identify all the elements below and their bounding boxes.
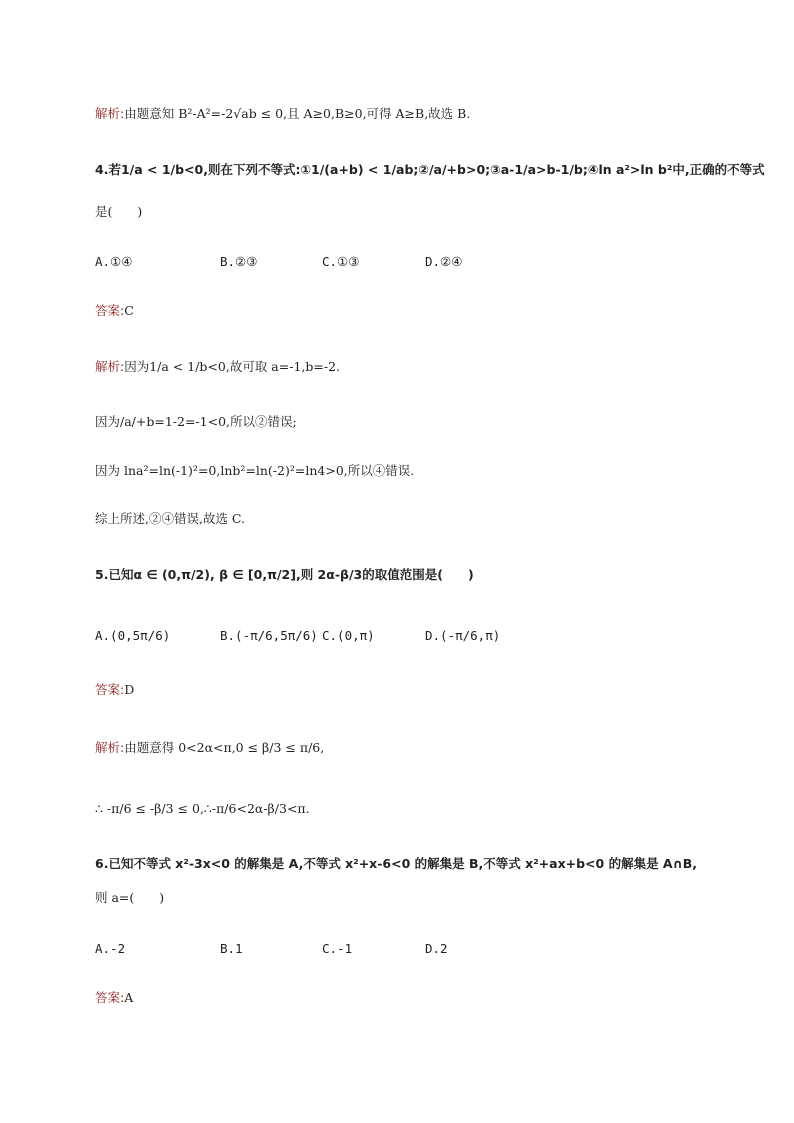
q5-analysis-2: ∴ -π/6 ≤ -β/3 ≤ 0,∴-π/6<2α-β/3<π. xyxy=(95,801,310,816)
q6-option-b: B.1 xyxy=(220,941,243,956)
q5-analysis-1 xyxy=(95,738,324,758)
analysis-label: 解析: xyxy=(95,740,125,755)
q5-answer xyxy=(95,680,134,700)
question-6-stem: 6.已知不等式 x²-3x<0 的解集是 A,不等式 x²+x-6<0 的解集是 B,不等式 x²+ax+b<0 的解集是 A∩B, xyxy=(95,856,698,871)
answer-value: A xyxy=(124,990,134,1005)
q5-option-a: A.(0,5π/6) xyxy=(95,628,171,643)
q5-option-c: C.(0,π) xyxy=(322,628,375,643)
question-4-stem-cont: 是( ) xyxy=(95,204,143,219)
q6-option-c: C.-1 xyxy=(322,941,353,956)
answer-value: D xyxy=(124,682,135,697)
analysis-label: 解析: xyxy=(95,359,125,374)
analysis-line-q3 xyxy=(95,104,470,124)
answer-label: 答案: xyxy=(95,682,125,697)
answer-label: 答案: xyxy=(95,990,125,1005)
analysis-label: 解析: xyxy=(95,106,125,121)
answer-label: 答案: xyxy=(95,303,125,318)
q4-answer xyxy=(95,301,134,321)
q4-analysis-1 xyxy=(95,357,340,377)
q6-option-a: A.-2 xyxy=(95,941,126,956)
q4-option-a: A.①④ xyxy=(95,254,133,269)
q6-option-d: D.2 xyxy=(425,941,448,956)
q5-option-d: D.(-π/6,π) xyxy=(425,628,501,643)
question-6-stem-cont: 则 a=( ) xyxy=(95,890,165,905)
q4-analysis-2: 因为/a/+b=1-2=-1<0,所以②错误; xyxy=(95,414,297,429)
q4-option-c: C.①③ xyxy=(322,254,360,269)
question-5-stem: 5.已知α ∈ (0,π/2), β ∈ [0,π/2],则 2α-β/3的取值范围是( ) xyxy=(95,567,474,582)
analysis-text: 由题意知 B²-A²=-2√ab ≤ 0,且 A≥0,B≥0,可得 A≥B,故选 B. xyxy=(124,106,471,121)
analysis-text: 由题意得 0<2α<π,0 ≤ β/3 ≤ π/6, xyxy=(124,740,325,755)
q4-analysis-3: 因为 lna²=ln(-1)²=0,lnb²=ln(-2)²=ln4>0,所以④错误. xyxy=(95,463,415,478)
q4-option-b: B.②③ xyxy=(220,254,258,269)
q4-option-d: D.②④ xyxy=(425,254,463,269)
analysis-text: 因为1/a < 1/b<0,故可取 a=-1,b=-2. xyxy=(124,359,340,374)
question-4-stem: 4.若1/a < 1/b<0,则在下列不等式:①1/(a+b) < 1/ab;②/a/+b>0;③a-1/a>b-1/b;④ln a²>ln b²中,正确的不等式 xyxy=(95,162,765,177)
q6-answer xyxy=(95,988,133,1008)
answer-value: C xyxy=(124,303,134,318)
q4-analysis-4: 综上所述,②④错误,故选 C. xyxy=(95,511,246,526)
q5-option-b: B.(-π/6,5π/6) xyxy=(220,628,318,643)
